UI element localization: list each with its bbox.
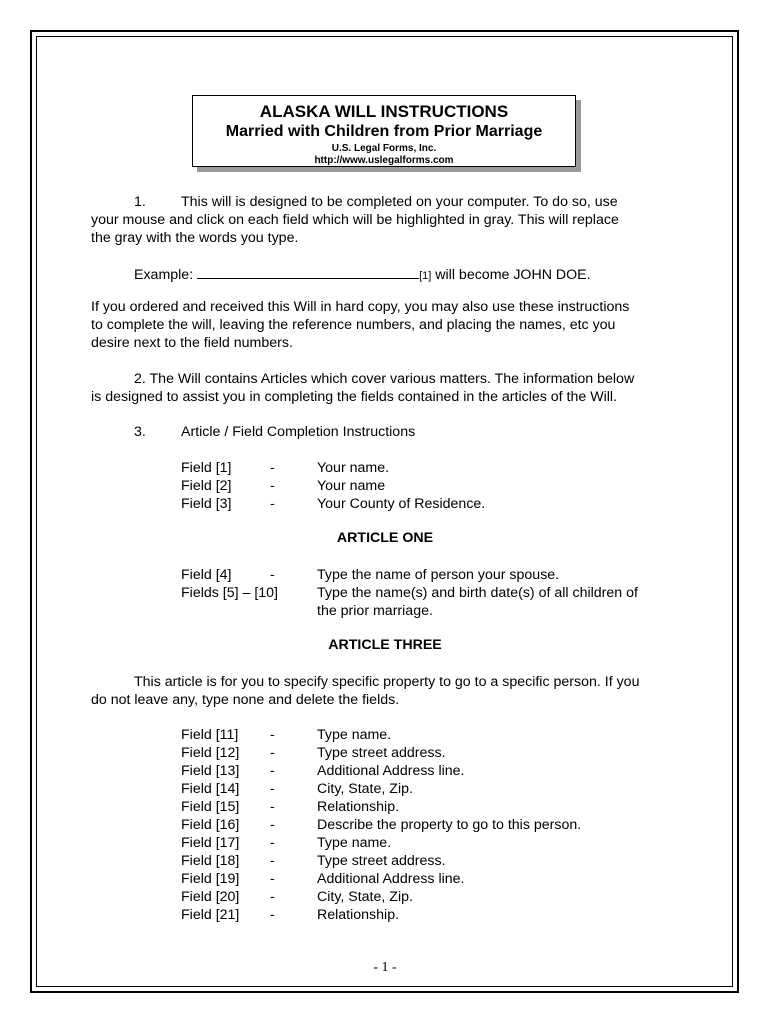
field-dash: - [270, 567, 275, 583]
title-box [192, 95, 576, 167]
document-title: ALASKA WILL INSTRUCTIONS [259, 102, 509, 121]
article-three-heading: ARTICLE THREE [328, 637, 442, 653]
field-dash: - [270, 835, 275, 851]
field-label: Field [12] [181, 745, 240, 761]
example-ref: [1] [419, 270, 432, 282]
field-description: City, State, Zip. [317, 889, 413, 905]
field-description: Describe the property to go to this person. [317, 817, 582, 833]
field-dash: - [270, 799, 275, 815]
company-url[interactable]: http://www.uslegalforms.com [314, 155, 454, 166]
field-label: Field [18] [181, 853, 240, 869]
section3-title: Article / Field Completion Instructions [181, 424, 416, 440]
article-three-intro-line2: do not leave any, type none and delete the fields. [91, 692, 400, 708]
field-dash: - [270, 781, 275, 797]
field-label: Field [14] [181, 781, 240, 797]
field-description-continued: the prior marriage. [317, 603, 433, 619]
example-result: will become JOHN DOE. [435, 267, 591, 283]
field-dash: - [270, 871, 275, 887]
field-label: Field [21] [181, 907, 240, 923]
field-description: Type street address. [317, 745, 446, 761]
company-name: U.S. Legal Forms, Inc. [331, 143, 437, 154]
field-description: Type street address. [317, 853, 446, 869]
field-description: Your County of Residence. [317, 496, 486, 512]
field-label: Field [13] [181, 763, 240, 779]
section1-line1: This will is designed to be completed on your computer. To do so, use [181, 194, 618, 210]
field-label: Fields [5] – [10] [181, 585, 278, 601]
field-label: Field [3] [181, 496, 232, 512]
example-label: Example: [134, 267, 194, 283]
hardcopy-line3: desire next to the field numbers. [91, 335, 293, 351]
field-description: Relationship. [317, 799, 400, 815]
field-description: Your name. [317, 460, 390, 476]
field-label: Field [19] [181, 871, 240, 887]
field-dash: - [270, 763, 275, 779]
field-description: Type the name(s) and birth date(s) of all children of [317, 585, 638, 601]
field-dash: - [270, 727, 275, 743]
field-dash: - [270, 745, 275, 761]
hardcopy-line1: If you ordered and received this Will in hard copy, you may also use these instructions [91, 299, 630, 315]
field-label: Field [1] [181, 460, 232, 476]
field-description: Relationship. [317, 907, 400, 923]
field-description: Type name. [317, 727, 392, 743]
field-dash: - [270, 460, 275, 476]
example-line [134, 264, 591, 285]
field-description: Additional Address line. [317, 871, 465, 887]
field-label: Field [20] [181, 889, 240, 905]
field-dash: - [270, 817, 275, 833]
article-one-heading: ARTICLE ONE [336, 530, 434, 546]
field-label: Field [15] [181, 799, 240, 815]
field-label: Field [11] [181, 727, 239, 743]
field-label: Field [16] [181, 817, 240, 833]
field-label: Field [2] [181, 478, 232, 494]
field-dash: - [270, 478, 275, 494]
field-description: City, State, Zip. [317, 781, 413, 797]
field-label: Field [17] [181, 835, 240, 851]
field-description: Your name [317, 478, 386, 494]
section3-number: 3. [134, 424, 146, 440]
section2-line1: 2. The Will contains Articles which cover various matters. The information below [134, 371, 635, 387]
section1-number: 1. [134, 194, 146, 210]
document-subtitle: Married with Children from Prior Marriage [225, 123, 543, 140]
section1-line3: the gray with the words you type. [91, 230, 299, 246]
field-label: Field [4] [181, 567, 232, 583]
field-dash: - [270, 907, 275, 923]
field-description: Additional Address line. [317, 763, 465, 779]
field-description: Type name. [317, 835, 392, 851]
hardcopy-line2: to complete the will, leaving the reference numbers, and placing the names, etc you [91, 317, 616, 333]
field-dash: - [270, 496, 275, 512]
example-blank-field[interactable] [197, 264, 419, 279]
article-three-intro-line1: This article is for you to specify specific property to go to a specific person. If you [134, 674, 640, 690]
page-number: - 1 - [373, 960, 397, 975]
field-dash: - [270, 853, 275, 869]
field-description: Type the name of person your spouse. [317, 567, 560, 583]
field-dash: - [270, 889, 275, 905]
section2-line2: is designed to assist you in completing the fields contained in the articles of the Will. [91, 389, 618, 405]
section1-line2: your mouse and click on each field which will be highlighted in gray. This will replace [91, 212, 619, 228]
